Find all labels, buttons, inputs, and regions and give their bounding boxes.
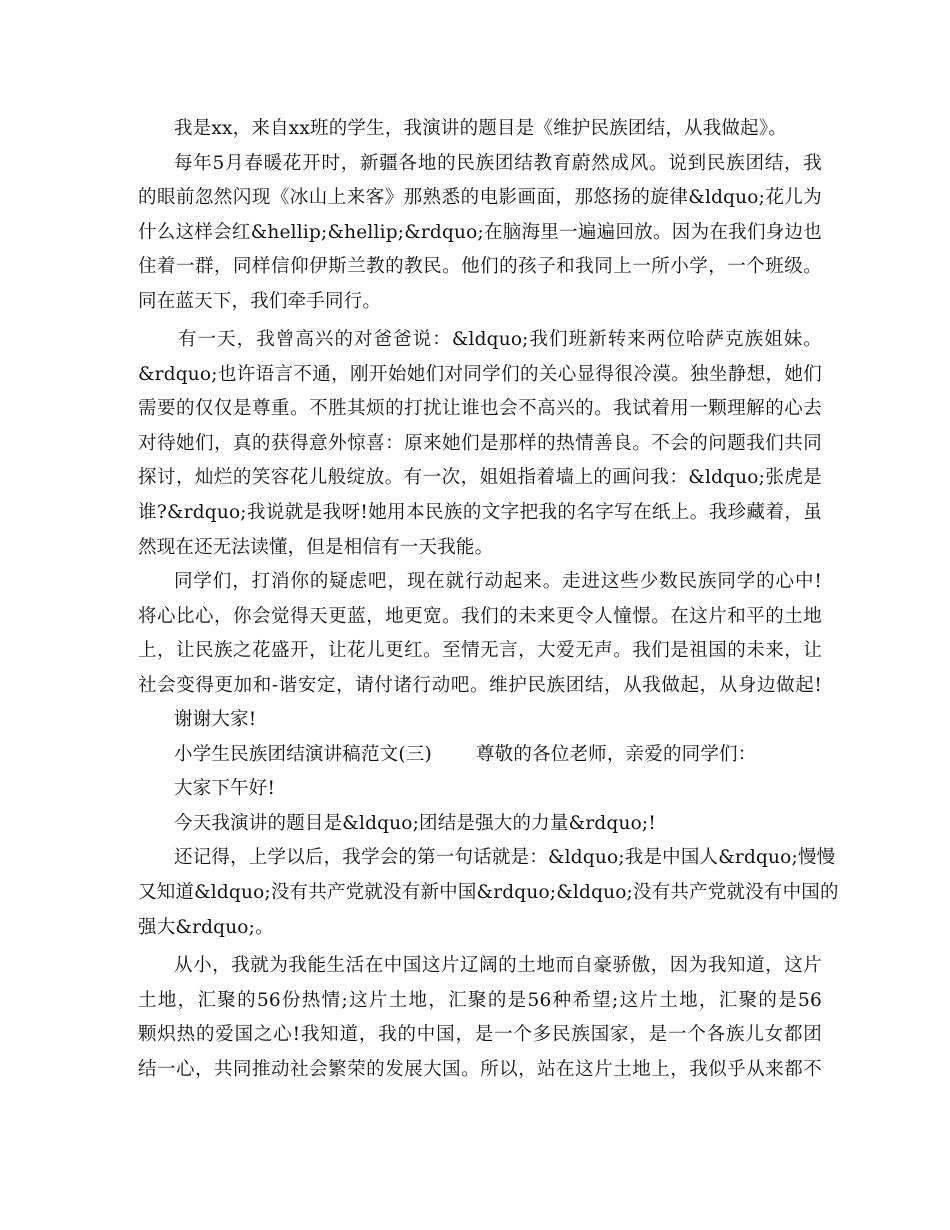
paragraph-line: 需要的仅仅是尊重。不胜其烦的打扰让谁也会不高兴的。我试着用一颗理解的心去 [138,398,822,420]
section-heading: 小学生民族团结演讲稿范文(三) [174,743,432,765]
document-page [138,112,839,1087]
paragraph-line: 谢谢大家! [174,709,257,731]
paragraph-line: 同学们，打消你的疑虑吧，现在就行动起来。走进这些少数民族同学的心中! [174,571,822,593]
salutation: 尊敬的各位老师，亲爱的同学们： [475,743,757,765]
paragraph-line: 颗炽热的爱国之心!我知道，我的中国，是一个多民族国家，是一个各族儿女都团 [138,1024,822,1046]
paragraph-line: 探讨，灿烂的笑容花儿般绽放。有一次，姐姐指着墙上的画问我：&ldquo;张虎是 [138,467,822,489]
paragraph-line: 谁?&rdquo;我说就是我呀!她用本民族的文字把我的名字写在纸上。我珍藏着，虽 [138,502,822,524]
paragraph-line: 将心比心，你会觉得天更蓝，地更宽。我们的未来更令人憧憬。在这片和平的土地 [138,605,822,627]
paragraph-line: 社会变得更加和-谐安定，请付诸行动吧。维护民族团结，从我做起，从身边做起! [138,674,822,696]
paragraph-line: 今天我演讲的题目是&ldquo;团结是强大的力量&rdquo;! [174,812,656,834]
paragraph-line: 我是xx，来自xx班的学生，我演讲的题目是《维护民族团结，从我做起》。 [174,118,787,139]
paragraph-line: 上，让民族之花盛开，让花儿更红。至情无言，大爱无声。我们是祖国的未来，让 [138,640,822,662]
paragraph-line: 从小，我就为我能生活在中国这片辽阔的土地而自豪骄傲，因为我知道，这片 [174,955,822,977]
section-heading-line [138,738,822,773]
paragraph-line: 然现在还无法读懂，但是相信有一天我能。 [138,536,494,558]
paragraph-line: 土地，汇聚的56份热情;这片土地，汇聚的是56种希望;这片土地，汇聚的是56 [138,989,822,1011]
paragraph-line: &rdquo;也许语言不通，刚开始她们对同学们的关心显得很冷漠。独坐静想，她们 [138,363,822,385]
paragraph-line: 对待她们，真的获得意外惊喜：原来她们是那样的热情善良。不会的问题我们共同 [138,432,822,454]
paragraph-line: 还记得，上学以后，我学会的第一句话就是：&ldquo;我是中国人&rdquo;慢慢 [174,847,836,869]
paragraph-line: 强大&rdquo;。 [138,916,274,938]
paragraph-line: 每年5月春暖花开时，新疆各地的民族团结教育蔚然成风。说到民族团结，我 [174,152,822,174]
paragraph-line: 又知道&ldquo;没有共产党就没有新中国&rdquo;&ldquo;没有共产党就没有中国的 [138,882,839,904]
paragraph-line: 大家下午好! [174,778,276,800]
paragraph-line: 的眼前忽然闪现《冰山上来客》那熟悉的电影画面，那悠扬的旋律&ldquo;花儿为 [138,187,822,209]
paragraph-line: 同在蓝天下，我们牵手同行。 [138,290,382,312]
paragraph-line: 住着一群，同样信仰伊斯兰教的教民。他们的孩子和我同上一所小学，一个班级。 [138,256,822,278]
paragraph-line: 有一天，我曾高兴的对爸爸说：&ldquo;我们班新转来两位哈萨克族姐妹。 [178,329,822,351]
paragraph-line: 结一心，共同推动社会繁荣的发展大国。所以，站在这片土地上，我似乎从来都不 [138,1058,822,1080]
paragraph-line: 什么这样会红&hellip;&hellip;&rdquo;在脑海里一遍遍回放。因为在我们身边也 [138,221,822,243]
